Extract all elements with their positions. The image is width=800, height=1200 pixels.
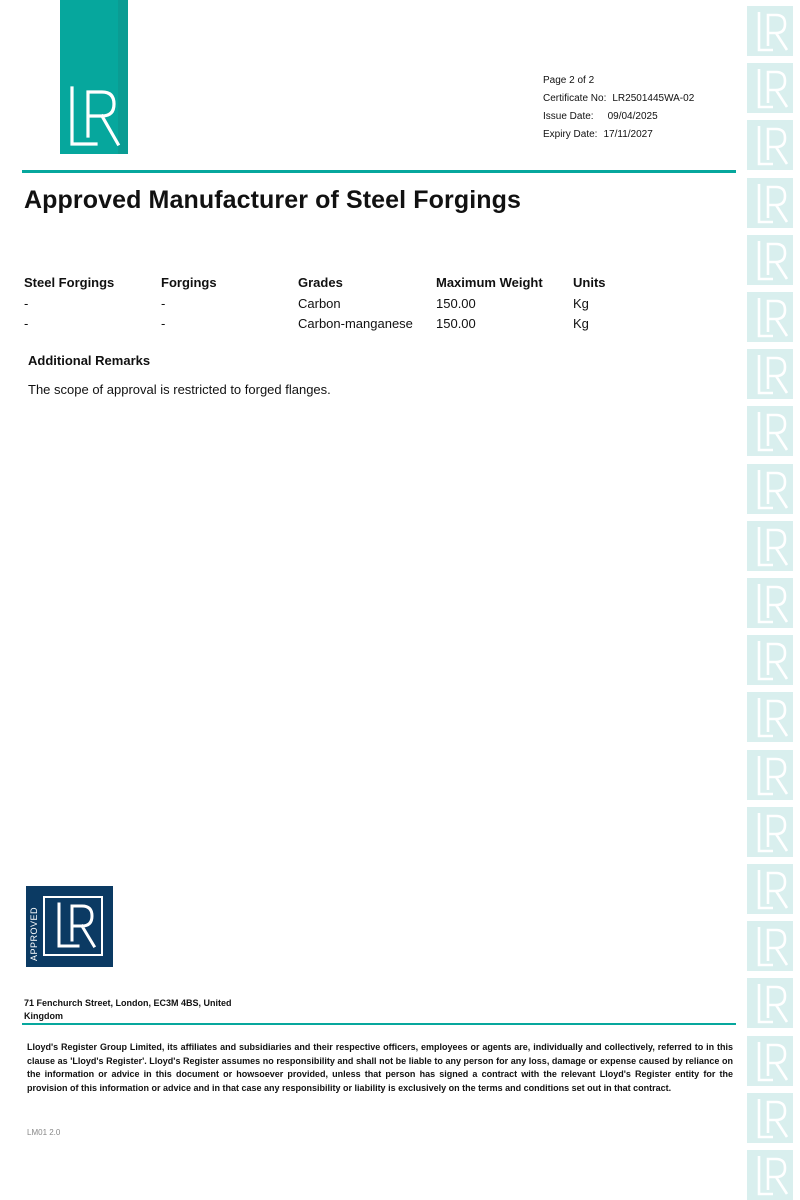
- column-header: Grades: [298, 274, 343, 290]
- table-cell: Carbon-manganese: [298, 315, 413, 331]
- lr-watermark-tile: [747, 292, 793, 342]
- lr-watermark-tile: [747, 978, 793, 1028]
- lr-watermark-tile: [747, 1036, 793, 1086]
- lr-logo: [60, 0, 128, 154]
- lr-watermark-tile: [747, 521, 793, 571]
- lr-watermark-tile: [747, 6, 793, 56]
- table-header-row: [24, 271, 673, 293]
- footer-divider: [22, 1023, 736, 1025]
- column-header: Steel Forgings: [24, 274, 115, 290]
- lr-watermark-tile: [747, 750, 793, 800]
- table-row: [24, 293, 673, 313]
- expiry-date-label: Expiry Date:: [543, 129, 598, 140]
- lr-watermark-tile: [747, 349, 793, 399]
- lr-watermark-tile: [747, 921, 793, 971]
- header-divider: [22, 170, 736, 173]
- table-cell: -: [161, 315, 166, 331]
- approved-label: APPROVED: [29, 906, 39, 961]
- legal-disclaimer: Lloyd's Register Group Limited, its affiliates and subsidiaries and their respective officers, employees or agents are, individually and collectively, referred to in this clause as 'Lloyd's Register'. Lloyd's Register assumes no responsibility and shall not be liable to any person for any loss, damage or expense caused by reliance on the information or advice in this document or howsoever provided, unless that person has signed a contract with the relevant Lloyd's Register entity for the provision of this information or advice and in that case any responsibility or liability is exclusively on the terms and conditions set out in that contract.: [27, 1042, 733, 1093]
- lr-watermark-tile: [747, 406, 793, 456]
- approved-logo: [26, 886, 113, 967]
- table-cell: -: [161, 295, 166, 311]
- expiry-date: 17/11/2027: [603, 129, 653, 140]
- table-cell: -: [24, 295, 29, 311]
- table-cell: 150.00: [436, 315, 476, 331]
- document-code: LM01 2.0: [27, 1128, 61, 1137]
- lr-watermark-tile: [747, 692, 793, 742]
- certificate-label: Certificate No:: [543, 93, 607, 104]
- lr-watermark-tile: [747, 63, 793, 113]
- lr-watermark-tile: [747, 635, 793, 685]
- lr-watermark-tile: [747, 578, 793, 628]
- table-cell: Kg: [573, 315, 589, 331]
- certificate-meta: [543, 72, 694, 144]
- table-cell: Kg: [573, 295, 589, 311]
- table-cell: -: [24, 315, 29, 331]
- lr-watermark-tile: [747, 464, 793, 514]
- issue-date: 09/04/2025: [607, 111, 658, 122]
- certificate-number: LR2501445WA-02: [612, 93, 695, 104]
- lr-watermark-tile: [747, 807, 793, 857]
- page-title: Approved Manufacturer of Steel Forgings: [24, 186, 522, 214]
- remarks-text: The scope of approval is restricted to forged flanges.: [28, 382, 331, 397]
- lr-watermark-tile: [747, 120, 793, 170]
- table-cell: 150.00: [436, 295, 476, 311]
- lr-watermark-tile: [747, 1150, 793, 1200]
- page-number: Page 2 of 2: [543, 75, 595, 86]
- company-address: 71 Fenchurch Street, London, EC3M 4BS, United Kingdom: [24, 998, 232, 1021]
- column-header: Units: [573, 274, 606, 290]
- table-cell: Carbon: [298, 295, 341, 311]
- lr-watermark-tile: [747, 864, 793, 914]
- table-row: [24, 313, 673, 333]
- lr-watermark-strip: [746, 0, 794, 1187]
- approval-table: [24, 271, 673, 333]
- column-header: Maximum Weight: [436, 274, 543, 290]
- column-header: Forgings: [161, 274, 217, 290]
- issue-date-label: Issue Date:: [543, 111, 594, 122]
- lr-watermark-tile: [747, 178, 793, 228]
- remarks-heading: Additional Remarks: [28, 353, 151, 368]
- lr-watermark-tile: [747, 235, 793, 285]
- lr-watermark-tile: [747, 1093, 793, 1143]
